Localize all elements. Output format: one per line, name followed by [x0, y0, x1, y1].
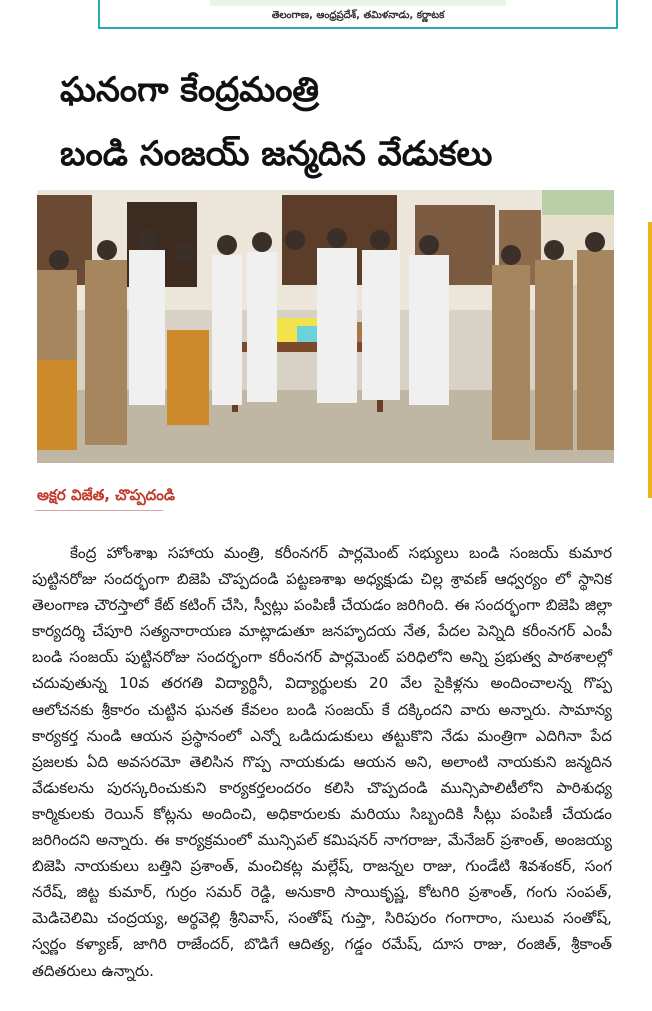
- headline-line-2: బండి సంజయ్ జన్మదిన వేడుకలు: [60, 134, 493, 174]
- masthead-banner: [98, 0, 618, 29]
- headline: [60, 58, 630, 186]
- banner-states-text: తెలంగాణ, ఆంధ్రప్రదేశ్, తమిళనాడు, కర్ణాటక: [271, 10, 445, 21]
- side-accent-bar: [648, 222, 652, 498]
- news-photo-illustration: [37, 190, 614, 463]
- banner-decoration: [210, 0, 506, 6]
- byline-underline: [35, 510, 163, 511]
- byline: అక్షర విజేత, చొప్పదండి: [37, 486, 175, 504]
- article-body: కేంద్ర హోంశాఖ సహాయ మంత్రి, కరీంనగర్ పార్లమెంట్ సభ్యులు బండి సంజయ్ కుమార పుట్టినరోజు సందర్భంగా బిజెపి చొప్పదండి పట్టణశాఖ అధ్యక్షుడు చిల్ల శ్రావణ్ ఆధ్వర్యం లో స్థానిక తెలంగాణ చౌరస్తాలో కేట్ కటింగ్ చేసి, స్వీట్లు పంపిణీ చేయడం జరిగింది. ఈ సందర్భంగా బిజెపి జిల్లా కార్యదర్శి చేపూరి సత్యనారాయణ మాట్లాడుతూ జనహృదయ నేత, పేదల పెన్నిది కరీంనగర్ ఎంపీ బండి సంజయ్ పుట్టినరోజు సందర్భంగా కరీంనగర్ పార్లమెంట్ పరిధిలోని అన్ని ప్రభుత్వ పాఠశాలల్లో చదువుతున్న 10వ తరగతి విద్యార్థినీ, విద్యార్థులకు 20 వేల సైకిళ్లను అందించాలన్న గొప్ప ఆలోచనకు శ్రీకారం చుట్టిన ఘనత కేవలం బండి సంజయ్ కే దక్కిందని వారు అన్నారు. సామాన్య కార్యకర్త నుండి ఆయన ప్రస్థానంలో ఎన్నో ఒడిదుడుకులు తట్టుకొని నేడు మంత్రిగా ఎదిగినా పేద ప్రజలకు ఏది అవసరమో తెలిసిన గొప్ప నాయకుడు ఆయన అని, అలాంటి నాయకుని జన్మదిన వేడుకలను పురస్కరించుకుని కార్యకర్తలందరం కలిసి చొప్పదండి మున్సిపాలిటీలోని పారిశుధ్య కార్మికులకు రెయిన్ కోట్లను అందించి, అధికారులకు మరియు సిబ్బందికి సీట్లు పంపిణీ చేయడం జరిగిందని అన్నారు. ఈ కార్యక్రమంలో మున్సిపల్ కమిషనర్ నాగరాజు, మేనేజర్ ప్రశాంత్, అంజయ్య బిజెపి నాయకులు బత్తిని ప్రశాంత్, మంచికట్ల మల్లేష్, రాజన్నల రాజు, గుండేటి శివశంకర్, సంగ నరేష్, జిట్ట కుమార్, గుర్రం సమర్ రెడ్డి, అనుకారి సాయికృష్ణ, కోటగిరి ప్రశాంత్, గంగు సంపత్, మెడిచెలిమి చంద్రయ్య, అర్థవెల్లి శ్రీనివాస్, సంతోష్ గుప్తా, సిరిపురం గంగారాం, సులువ సంతోష్, స్వర్ణం కళ్యాణ్, జాగిరి రాజేందర్, బొడిగే ఆదిత్య, గడ్డం రమేష్, దూస రాజు, రంజిత్, శ్రీకాంత్ తదితరులు ఉన్నారు.: [32, 544, 612, 980]
- news-photo: [37, 190, 614, 463]
- headline-line-1: ఘనంగా కేంద్రమంత్రి: [60, 70, 320, 110]
